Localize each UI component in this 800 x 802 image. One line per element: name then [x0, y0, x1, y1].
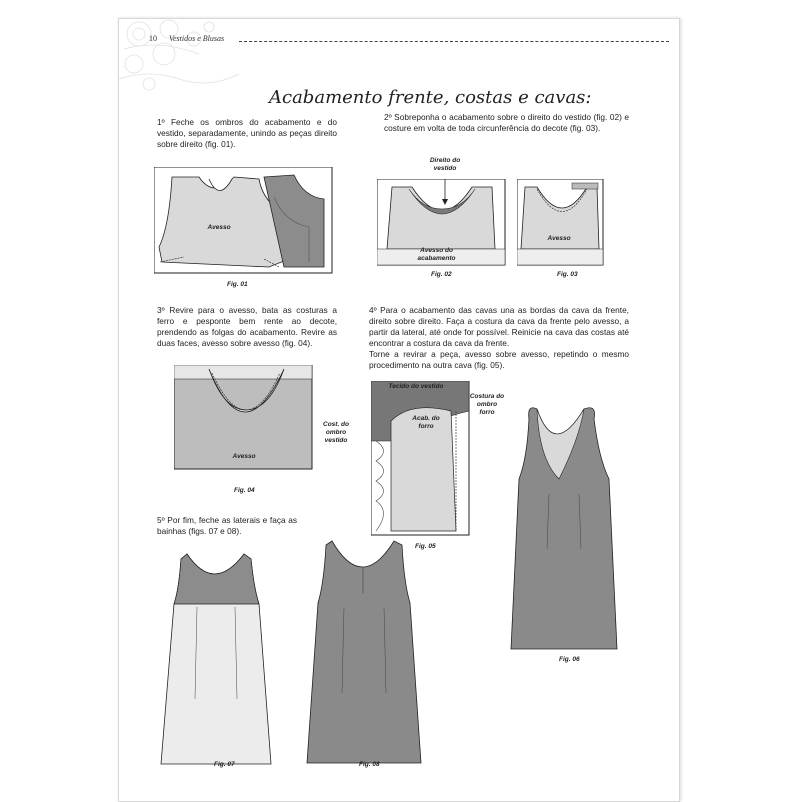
- step-1-text: 1º Feche os ombros do acabamento e do vestido, separadamente, unindo as peças direito sobre direito (fig. 01).: [157, 117, 337, 149]
- document-page: [118, 18, 680, 802]
- fig05-caption: Fig. 05: [415, 543, 436, 550]
- page-number: 10: [149, 34, 157, 43]
- fig07-caption: Fig. 07: [214, 761, 235, 768]
- step-3-text: 3º Revire para o avesso, bata as costuras a ferro e pesponte bem rente ao decote, prendendo as folgas do acabamento. Revire as duas faces, avesso sobre avesso (fig. 04).: [157, 305, 337, 348]
- fig08-caption: Fig. 08: [359, 761, 380, 768]
- fig02-direito-label: Direito do vestido: [429, 157, 461, 172]
- figure-06: [509, 399, 619, 659]
- fig01-caption: Fig. 01: [227, 281, 248, 288]
- fig05-acab-forro-label: Acab. do forro: [412, 415, 440, 430]
- fig05-costura-ombro-forro-label: Costura do ombro forro: [469, 393, 505, 416]
- step-4-text: 4º Para o acabamento das cavas una as bordas da cava da frente, direito sobre direito. Faça a costura da cava da frente pelo avesso, a partir da lateral, até onde for possível. Reinicie na cava das costas até encontrar a costura da cava da frente.: [369, 305, 629, 348]
- fig02-avesso-acab-label: Avesso do acabamento: [417, 247, 456, 262]
- running-header: [149, 34, 224, 43]
- fig02-caption: Fig. 02: [431, 271, 452, 278]
- figure-01: [154, 167, 334, 279]
- lace-decoration: [119, 19, 259, 109]
- fig06-caption: Fig. 06: [559, 656, 580, 663]
- figure-03: [517, 179, 605, 269]
- figure-07: [159, 549, 274, 769]
- header-rule: [239, 41, 669, 42]
- step-4b-text: Torne a revirar a peça, avesso sobre avesso, repetindo o mesmo procedimento na outra cava (fig. 05).: [369, 349, 629, 370]
- section-title: Acabamento frente, costas e cavas:: [269, 87, 592, 108]
- fig05-tecido-label: Tecido do vestido: [388, 383, 444, 390]
- step-5-text: 5º Por fim, feche as laterais e faça as bainhas (figs. 07 e 08).: [157, 515, 297, 536]
- fig05-cost-ombro-label: Cost. do ombro vestido: [323, 421, 349, 444]
- book-title: Vestidos e Blusas: [169, 34, 225, 43]
- fig03-avesso-label: Avesso: [547, 235, 571, 242]
- figure-05: [371, 381, 471, 541]
- fig03-caption: Fig. 03: [557, 271, 578, 278]
- fig01-avesso-label: Avesso: [207, 224, 231, 231]
- fig04-avesso-label: Avesso: [232, 453, 256, 460]
- step-2-text: 2º Sobreponha o acabamento sobre o direito do vestido (fig. 02) e costure em volta de toda circunferência do decote (fig. 03).: [384, 112, 629, 133]
- figure-08: [304, 533, 424, 768]
- fig04-caption: Fig. 04: [234, 487, 255, 494]
